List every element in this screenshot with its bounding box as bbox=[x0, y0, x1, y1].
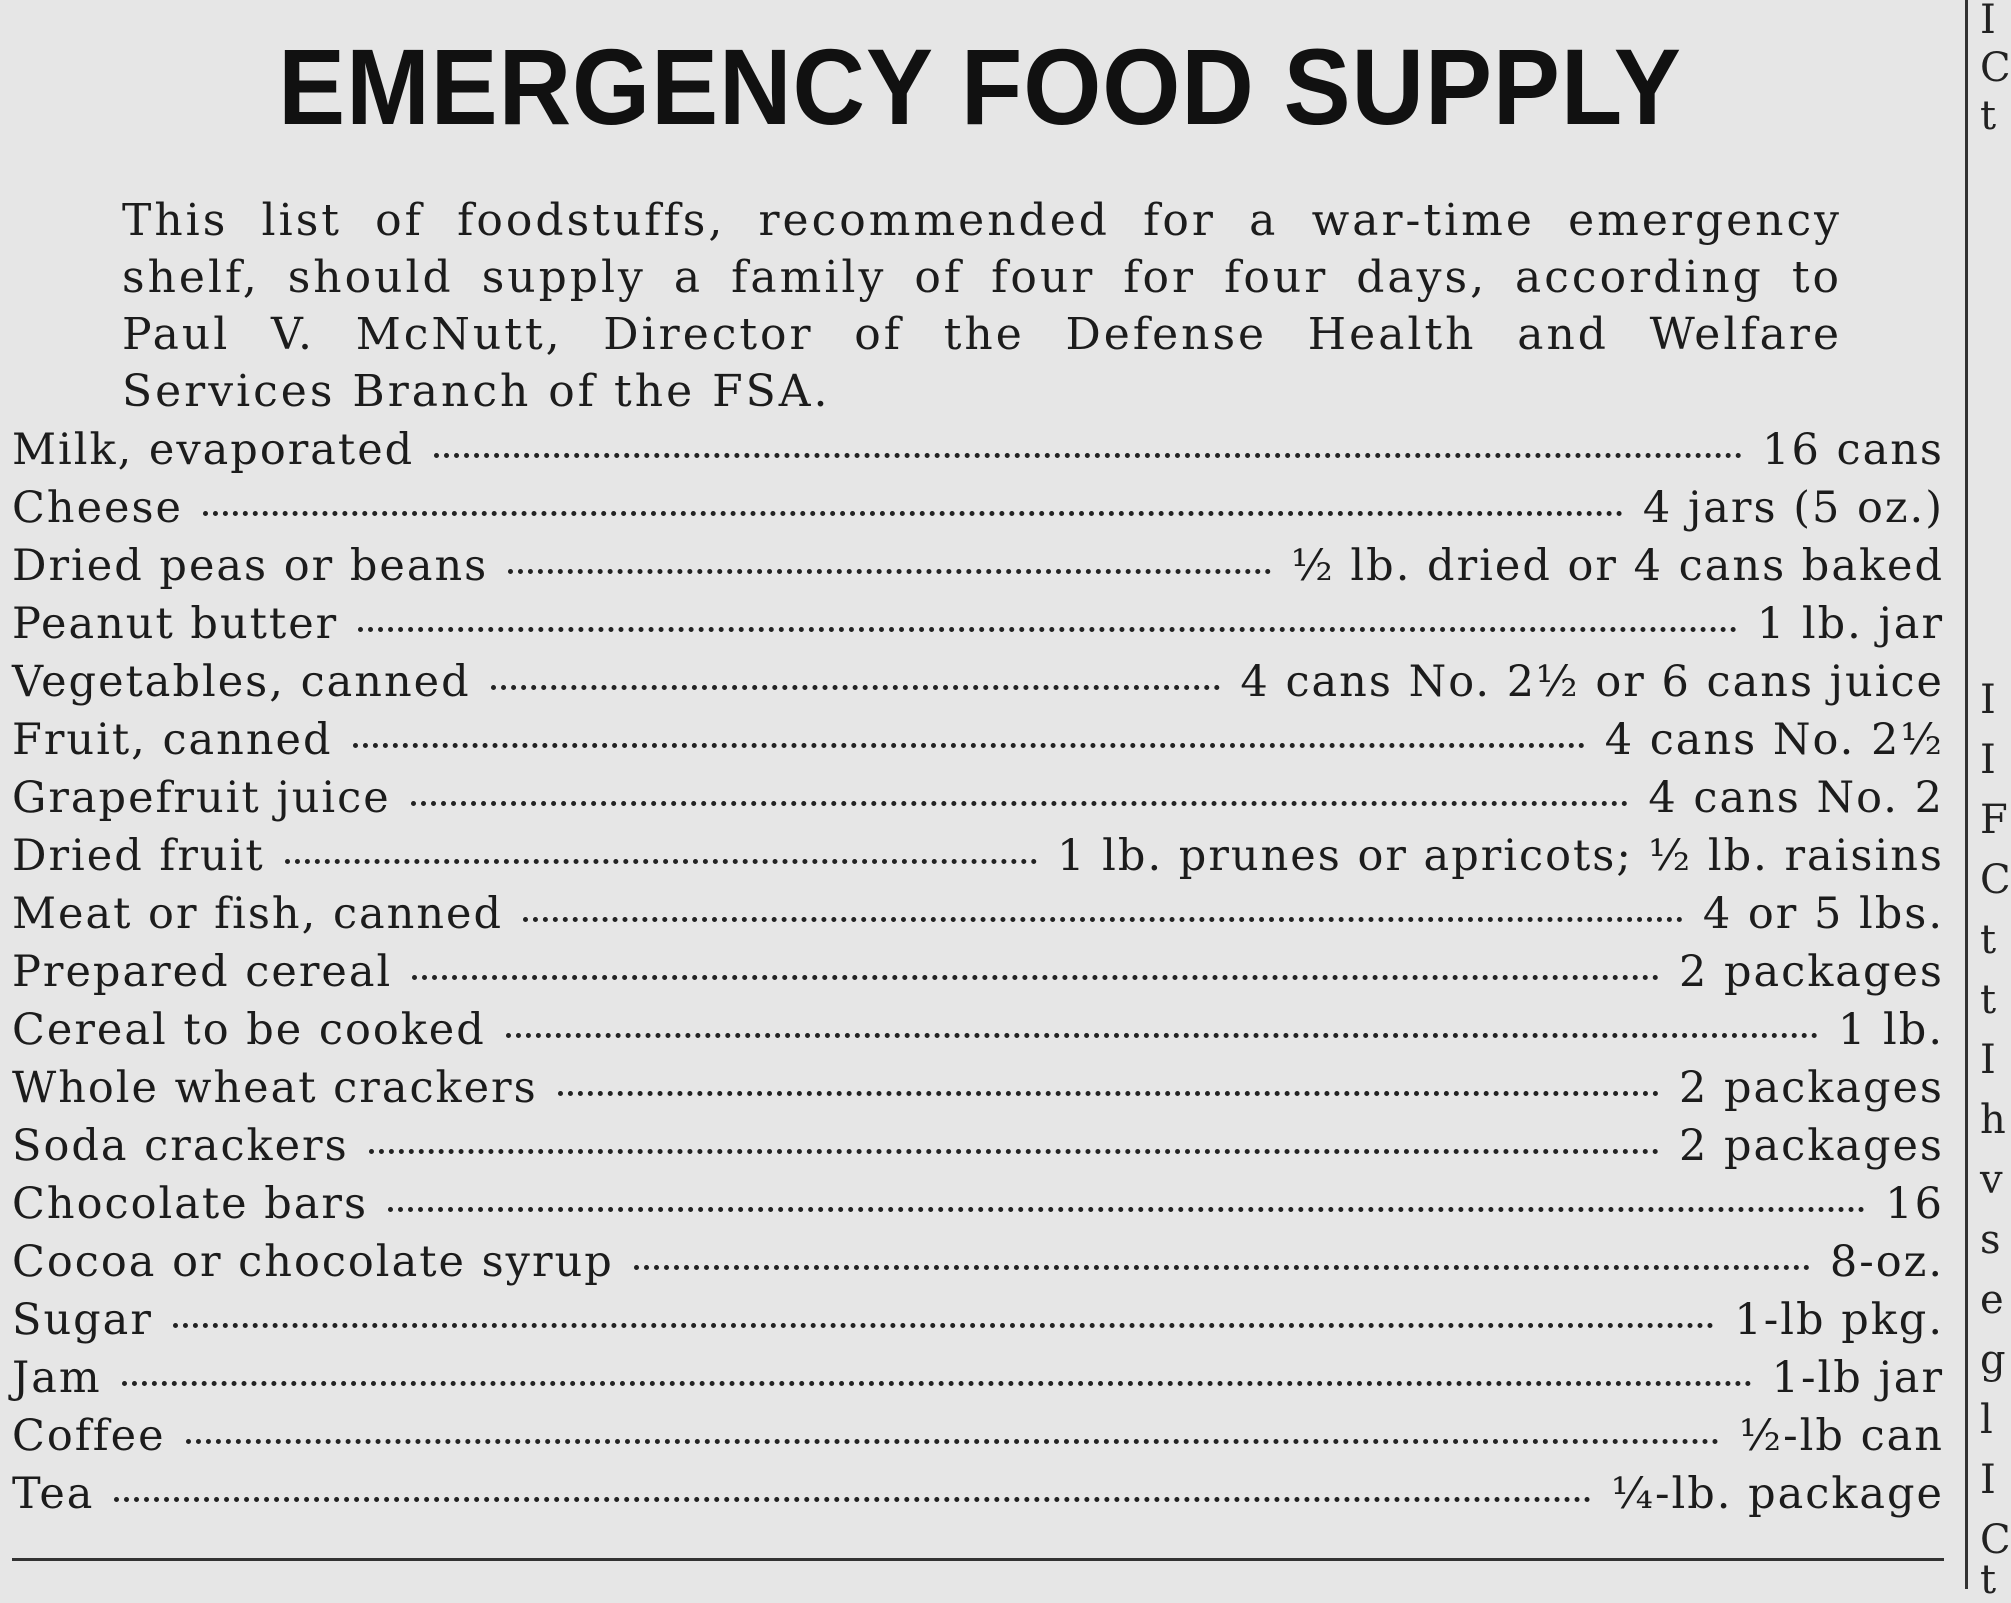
food-list-row bbox=[12, 483, 1944, 541]
food-list-row bbox=[12, 1469, 1944, 1527]
food-item-name: Prepared cereal bbox=[12, 947, 393, 997]
food-list-row bbox=[12, 1179, 1944, 1237]
food-item-name: Grapefruit juice bbox=[12, 773, 391, 823]
food-item-name: Vegetables, canned bbox=[12, 657, 471, 707]
food-list-row bbox=[12, 1295, 1944, 1353]
dot-leader bbox=[523, 917, 1683, 922]
food-item-quantity: 4 cans No. 2½ bbox=[1604, 715, 1944, 765]
food-item-quantity: ¼-lb. package bbox=[1611, 1469, 1944, 1519]
dot-leader bbox=[508, 569, 1271, 574]
adjacent-column-letter: t bbox=[1980, 1557, 1997, 1603]
food-item-name: Cocoa or chocolate syrup bbox=[12, 1237, 614, 1287]
food-list-row bbox=[12, 715, 1944, 773]
food-item-name: Sugar bbox=[12, 1295, 153, 1345]
food-item-quantity: 2 packages bbox=[1678, 1063, 1944, 1113]
food-item-quantity: 2 packages bbox=[1678, 947, 1944, 997]
dot-leader bbox=[369, 1149, 1659, 1154]
adjacent-column-letter: C bbox=[1980, 857, 2011, 903]
dot-leader bbox=[634, 1265, 1810, 1270]
food-list-row bbox=[12, 1063, 1944, 1121]
adjacent-column-letter: t bbox=[1980, 917, 1997, 963]
dot-leader bbox=[358, 627, 1737, 632]
food-list-row bbox=[12, 1005, 1944, 1063]
intro-paragraph: This list of foodstuffs, recommended for a war-time emergency shelf, should supply a family of four for four days, according to Paul V. McNutt, Director of the Defense Health and Welfare Services Branch of the FSA. bbox=[122, 195, 1842, 417]
food-item-name: Jam bbox=[12, 1353, 102, 1403]
food-item-quantity: 16 bbox=[1885, 1179, 1944, 1229]
dot-leader bbox=[558, 1091, 1659, 1096]
dot-leader bbox=[203, 511, 1623, 516]
adjacent-column-letter: h bbox=[1980, 1097, 2006, 1143]
food-list-row bbox=[12, 425, 1944, 483]
dot-leader bbox=[186, 1439, 1720, 1444]
food-list-row bbox=[12, 1237, 1944, 1295]
dot-leader bbox=[173, 1323, 1715, 1328]
food-list bbox=[12, 425, 1944, 1527]
food-list-row bbox=[12, 1353, 1944, 1411]
food-list-row bbox=[12, 657, 1944, 715]
food-item-quantity: 4 cans No. 2½ or 6 cans juice bbox=[1240, 657, 1944, 707]
adjacent-column-letter: v bbox=[1980, 1157, 2003, 1203]
food-item-name: Soda crackers bbox=[12, 1121, 349, 1171]
food-item-name: Milk, evaporated bbox=[12, 425, 415, 475]
adjacent-column-letter: t bbox=[1980, 93, 1997, 139]
food-item-name: Meat or fish, canned bbox=[12, 889, 504, 939]
dot-leader bbox=[434, 453, 1742, 458]
food-item-quantity: ½-lb can bbox=[1739, 1411, 1944, 1461]
food-item-quantity: 4 cans No. 2 bbox=[1648, 773, 1944, 823]
adjacent-column-letter: I bbox=[1980, 1457, 1996, 1503]
food-list-row bbox=[12, 947, 1944, 1005]
food-item-quantity: 1 lb. bbox=[1838, 1005, 1944, 1055]
food-item-quantity: 8-oz. bbox=[1829, 1237, 1944, 1287]
adjacent-column-letter: s bbox=[1980, 1217, 2001, 1263]
food-item-name: Coffee bbox=[12, 1411, 166, 1461]
food-item-name: Dried peas or beans bbox=[12, 541, 489, 591]
food-item-quantity: 16 cans bbox=[1762, 425, 1944, 475]
food-item-quantity: 1 lb. prunes or apricots; ½ lb. raisins bbox=[1057, 831, 1944, 881]
dot-leader bbox=[388, 1207, 1865, 1212]
food-item-quantity: 1-lb jar bbox=[1771, 1353, 1944, 1403]
food-list-row bbox=[12, 599, 1944, 657]
food-item-quantity: 4 or 5 lbs. bbox=[1702, 889, 1944, 939]
food-item-name: Cheese bbox=[12, 483, 184, 533]
adjacent-column-letter: g bbox=[1980, 1337, 2006, 1383]
food-item-quantity: 1-lb pkg. bbox=[1734, 1295, 1944, 1345]
dot-leader bbox=[285, 859, 1038, 864]
food-item-name: Fruit, canned bbox=[12, 715, 333, 765]
adjacent-column-letter: C bbox=[1980, 45, 2011, 91]
adjacent-column-letter: l bbox=[1980, 1397, 1993, 1443]
dot-leader bbox=[412, 975, 1659, 980]
headline: EMERGENCY FOOD SUPPLY bbox=[278, 26, 1682, 147]
dot-leader bbox=[491, 685, 1221, 690]
food-list-row bbox=[12, 541, 1944, 599]
food-item-name: Cereal to be cooked bbox=[12, 1005, 486, 1055]
adjacent-column-letter: e bbox=[1980, 1277, 2004, 1323]
food-item-name: Peanut butter bbox=[12, 599, 339, 649]
food-list-row bbox=[12, 1411, 1944, 1469]
adjacent-column-letter: C bbox=[1980, 1517, 2011, 1563]
adjacent-column-letter: t bbox=[1980, 977, 1997, 1023]
adjacent-column-letter: F bbox=[1980, 797, 2008, 843]
food-item-quantity: 2 packages bbox=[1678, 1121, 1944, 1171]
adjacent-column-letter: I bbox=[1980, 0, 1996, 43]
adjacent-column-letter: I bbox=[1980, 677, 1996, 723]
adjacent-column-letter: I bbox=[1980, 737, 1996, 783]
bottom-rule bbox=[12, 1558, 1944, 1561]
dot-leader bbox=[114, 1497, 1591, 1502]
food-item-quantity: 4 jars (5 oz.) bbox=[1642, 483, 1944, 533]
dot-leader bbox=[411, 801, 1629, 806]
food-item-name: Tea bbox=[12, 1469, 95, 1519]
food-list-row bbox=[12, 889, 1944, 947]
dot-leader bbox=[506, 1033, 1818, 1038]
dot-leader bbox=[353, 743, 1585, 748]
food-item-quantity: ½ lb. dried or 4 cans baked bbox=[1291, 541, 1944, 591]
food-list-row bbox=[12, 1121, 1944, 1179]
dot-leader bbox=[122, 1381, 1752, 1386]
food-list-row bbox=[12, 831, 1944, 889]
adjacent-column-letter: I bbox=[1980, 1037, 1996, 1083]
food-item-name: Whole wheat crackers bbox=[12, 1063, 538, 1113]
column-divider bbox=[1965, 0, 1968, 1589]
food-item-name: Chocolate bars bbox=[12, 1179, 369, 1229]
food-item-quantity: 1 lb. jar bbox=[1756, 599, 1944, 649]
food-list-row bbox=[12, 773, 1944, 831]
food-item-name: Dried fruit bbox=[12, 831, 265, 881]
adjacent-column-fragment bbox=[1980, 0, 2011, 1603]
